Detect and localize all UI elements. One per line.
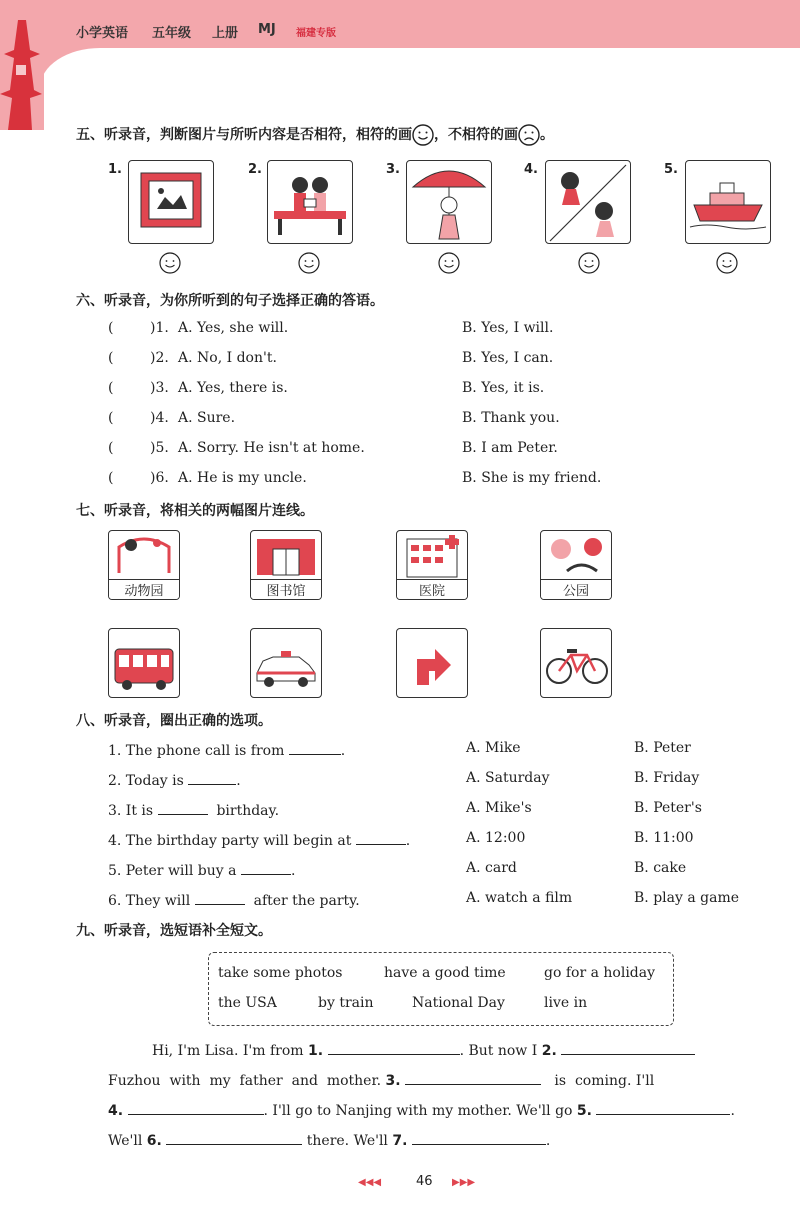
smiley-face-icon[interactable] (159, 252, 181, 274)
phrase: National Day (412, 995, 505, 1011)
answer-blank[interactable] (561, 1040, 695, 1055)
turn-right-arrow-icon[interactable] (396, 628, 468, 698)
header-volume: 上册 (212, 26, 239, 41)
s5-item-num: 2. (248, 162, 262, 177)
s5-item-num: 3. (386, 162, 400, 177)
answer-blank[interactable] (596, 1100, 730, 1115)
option-a: A. No, I don't. (178, 350, 277, 366)
option-a[interactable]: A. Saturday (466, 770, 550, 786)
answer-blank[interactable] (241, 860, 291, 875)
section5-title: 五、听录音，判断图片与所听内容是否相符，相符的画 ，不相符的画 。 (76, 124, 554, 146)
header-badge: 福建专版 (296, 28, 336, 39)
answer-blank[interactable] (158, 800, 208, 815)
phrase-box (208, 952, 674, 1026)
section8-title: 八、听录音，圈出正确的选项。 (76, 713, 272, 729)
s8-question: 2. Today is . (108, 770, 241, 789)
question-number: )4. (150, 410, 169, 426)
s5-picture-photo-frame (128, 160, 214, 244)
option-a: A. Yes, she will. (178, 320, 289, 336)
s8-question: 4. The birthday party will begin at . (108, 830, 410, 849)
smiley-face-icon[interactable] (716, 252, 738, 274)
place-hospital[interactable] (396, 530, 468, 600)
option-b: B. Yes, it is. (462, 380, 545, 396)
option-a[interactable]: A. Mike (466, 740, 521, 756)
transport-bicycle[interactable] (540, 628, 612, 698)
place-label: 公园 (541, 579, 611, 599)
passage-line-3: 4. . I'll go to Nanjing with my mother. We'll go 5. . (108, 1100, 735, 1119)
phrase: the USA (218, 995, 277, 1011)
place-park[interactable] (540, 530, 612, 600)
option-b[interactable]: B. Peter (634, 740, 691, 756)
answer-paren[interactable]: ( (108, 410, 114, 426)
place-label: 医院 (397, 579, 467, 599)
option-a: A. Sure. (178, 410, 236, 426)
smiley-face-icon[interactable] (438, 252, 460, 274)
s5-item-num: 4. (524, 162, 538, 177)
place-label: 动物园 (109, 579, 179, 599)
transport-taxi[interactable] (250, 628, 322, 698)
s5-picture-children-reading (267, 160, 353, 244)
s5-item-num: 5. (664, 162, 678, 177)
option-b: B. Yes, I can. (462, 350, 554, 366)
option-a[interactable]: A. card (466, 860, 517, 876)
sad-face-icon (518, 124, 540, 146)
answer-blank[interactable] (289, 740, 341, 755)
passage-line-4: We'll 6. there. We'll 7. . (108, 1130, 550, 1149)
answer-blank[interactable] (195, 890, 245, 905)
footer-right-arrows: ▶▶▶ (452, 1177, 476, 1188)
answer-paren[interactable]: ( (108, 350, 114, 366)
answer-blank[interactable] (356, 830, 406, 845)
option-b[interactable]: B. cake (634, 860, 687, 876)
smiley-face-icon[interactable] (298, 252, 320, 274)
answer-blank[interactable] (412, 1130, 546, 1145)
answer-blank[interactable] (405, 1070, 541, 1085)
s5-picture-girl-umbrella (406, 160, 492, 244)
header-subject: 小学英语 (76, 26, 129, 41)
place-zoo[interactable] (108, 530, 180, 600)
question-number: )6. (150, 470, 169, 486)
option-b: B. Yes, I will. (462, 320, 554, 336)
option-b: B. She is my friend. (462, 470, 602, 486)
option-b[interactable]: B. Friday (634, 770, 700, 786)
option-a[interactable]: A. 12:00 (466, 830, 526, 846)
s8-question: 3. It is birthday. (108, 800, 279, 819)
s8-question: 5. Peter will buy a . (108, 860, 295, 879)
phrase: live in (544, 995, 588, 1011)
option-b[interactable]: B. play a game (634, 890, 739, 906)
phrase: by train (318, 995, 374, 1011)
option-a: A. He is my uncle. (178, 470, 307, 486)
header-curve (40, 48, 800, 168)
section7-title: 七、听录音，将相关的两幅图片连线。 (76, 503, 314, 519)
passage-line-2: Fuzhou with my father and mother. 3. is coming. I'll (108, 1070, 654, 1089)
option-b: B. I am Peter. (462, 440, 558, 456)
option-b[interactable]: B. 11:00 (634, 830, 694, 846)
place-label: 图书馆 (251, 579, 321, 599)
option-a[interactable]: A. Mike's (466, 800, 532, 816)
page-number: 46 (416, 1174, 433, 1189)
option-b[interactable]: B. Peter's (634, 800, 702, 816)
answer-blank[interactable] (166, 1130, 302, 1145)
s5-picture-two-girls (545, 160, 631, 244)
header-grade: 五年级 (152, 26, 192, 41)
smiley-face-icon (412, 124, 434, 146)
option-a: A. Sorry. He isn't at home. (178, 440, 365, 456)
smiley-face-icon[interactable] (578, 252, 600, 274)
option-a: A. Yes, there is. (178, 380, 288, 396)
s8-question: 1. The phone call is from . (108, 740, 345, 759)
phrase: go for a holiday (544, 965, 656, 981)
option-b: B. Thank you. (462, 410, 560, 426)
answer-paren[interactable]: ( (108, 380, 114, 396)
answer-paren[interactable]: ( (108, 320, 114, 336)
answer-blank[interactable] (188, 770, 236, 785)
phrase: have a good time (384, 965, 506, 981)
s8-question: 6. They will after the party. (108, 890, 360, 909)
footer-left-arrows: ◀◀◀ (358, 1177, 382, 1188)
answer-blank[interactable] (128, 1100, 264, 1115)
question-number: )1. (150, 320, 169, 336)
s5-item-num: 1. (108, 162, 122, 177)
answer-paren[interactable]: ( (108, 440, 114, 456)
question-number: )3. (150, 380, 169, 396)
section6-title: 六、听录音，为你所听到的句子选择正确的答语。 (76, 293, 384, 309)
passage-line-1: Hi, I'm Lisa. I'm from 1. . But now I 2. (152, 1040, 695, 1059)
tower-illustration (0, 10, 44, 130)
answer-paren[interactable]: ( (108, 470, 114, 486)
section9-title: 九、听录音，选短语补全短文。 (76, 923, 272, 939)
header-edition: MJ (258, 22, 276, 37)
transport-bus[interactable] (108, 628, 180, 698)
s5-picture-ship (685, 160, 771, 244)
question-number: )2. (150, 350, 169, 366)
answer-blank[interactable] (328, 1040, 460, 1055)
place-library[interactable] (250, 530, 322, 600)
phrase: take some photos (218, 965, 343, 981)
question-number: )5. (150, 440, 169, 456)
option-a[interactable]: A. watch a film (466, 890, 573, 906)
